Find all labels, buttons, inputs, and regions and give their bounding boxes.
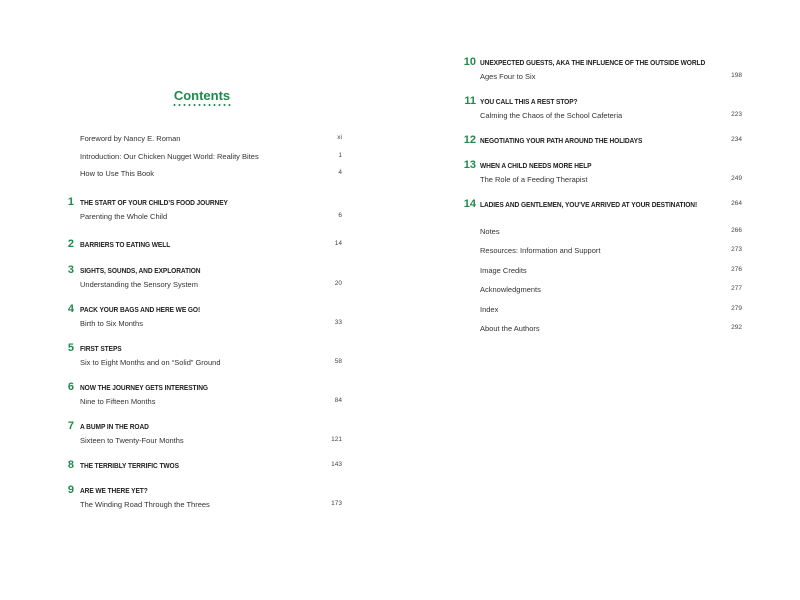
entry-page-number: 292 (731, 324, 742, 331)
chapter-page-number: 223 (731, 111, 742, 118)
chapter-title: YOU CALL THIS A REST STOP? (480, 97, 578, 106)
chapter-page-number: 234 (731, 136, 742, 143)
chapter-number: 13 (463, 159, 476, 171)
chapter-title: NOW THE JOURNEY GETS INTERESTING (80, 383, 208, 392)
chapter-number: 11 (464, 95, 476, 107)
chapter-title: FIRST STEPS (80, 344, 122, 353)
chapter-number: 2 (67, 238, 74, 250)
chapter-page-number: 198 (731, 72, 742, 79)
chapter-number: 6 (67, 381, 74, 393)
chapter-title: PACK YOUR BAGS AND HERE WE GO! (80, 305, 201, 314)
chapter-page-number: 121 (331, 436, 342, 443)
entry-page-number: 4 (338, 169, 342, 176)
chapter-subtitle: Nine to Fifteen Months (80, 397, 156, 406)
entry-page-number: 266 (731, 227, 742, 234)
chapter-page-number: 264 (731, 200, 742, 207)
entry-page-number: 273 (731, 246, 742, 253)
chapter-title: ARE WE THERE YET? (80, 486, 148, 495)
chapter-title: WHEN A CHILD NEEDS MORE HELP (480, 161, 592, 170)
entry-label: Notes (480, 227, 500, 236)
entry-label: Foreword by Nancy E. Roman (80, 134, 181, 143)
chapter-number: 7 (67, 420, 74, 432)
chapter-subtitle: Birth to Six Months (80, 319, 143, 328)
entry-page-number: 277 (731, 285, 742, 292)
chapter-subtitle: Six to Eight Months and on “Solid” Ground (80, 358, 221, 367)
chapter-subtitle: Sixteen to Twenty-Four Months (80, 436, 184, 445)
chapter-subtitle: Understanding the Sensory System (80, 280, 198, 289)
chapter-subtitle: The Winding Road Through the Threes (80, 500, 210, 509)
chapter-page-number: 249 (731, 175, 742, 182)
chapter-page-number: 58 (334, 358, 342, 365)
chapter-page-number: 14 (334, 240, 342, 247)
entry-label: Index (480, 305, 499, 314)
entry-label: Introduction: Our Chicken Nugget World: Reality Bites (80, 152, 259, 161)
entry-label: About the Authors (480, 324, 540, 333)
chapter-title: UNEXPECTED GUESTS, AKA THE INFLUENCE OF THE OUTSIDE WORLD (480, 58, 706, 67)
entry-page-number: 279 (731, 305, 742, 312)
chapter-title: THE TERRIBLY TERRIFIC TWOS (80, 461, 179, 470)
chapter-number: 1 (67, 196, 74, 208)
chapter-page-number: 6 (338, 212, 342, 219)
right-page (400, 0, 800, 600)
chapter-page-number: 143 (331, 461, 342, 468)
chapter-number: 14 (463, 198, 476, 210)
chapter-number: 5 (67, 342, 74, 354)
chapter-subtitle: Ages Four to Six (480, 72, 536, 81)
chapter-number: 8 (67, 459, 74, 471)
chapter-number: 4 (67, 303, 74, 315)
contents-title: Contents (173, 88, 231, 103)
chapter-number: 9 (67, 484, 74, 496)
title-dotted-rule (172, 104, 232, 106)
chapter-title: A BUMP IN THE ROAD (80, 422, 149, 431)
entry-label: Resources: Information and Support (480, 246, 601, 255)
chapter-subtitle: Parenting the Whole Child (80, 212, 168, 221)
chapter-number: 12 (463, 134, 476, 146)
chapter-page-number: 20 (334, 280, 342, 287)
chapter-title: BARRIERS TO EATING WELL (80, 240, 171, 249)
chapter-title: LADIES AND GENTLEMEN, YOU’VE ARRIVED AT YOUR DESTINATION! (480, 200, 698, 209)
chapter-title: SIGHTS, SOUNDS, AND EXPLORATION (80, 266, 201, 275)
chapter-title: THE START OF YOUR CHILD’S FOOD JOURNEY (80, 198, 228, 207)
entry-label: How to Use This Book (80, 169, 155, 178)
chapter-number: 3 (67, 264, 74, 276)
entry-page-number: xi (337, 134, 342, 141)
chapter-page-number: 173 (331, 500, 342, 507)
chapter-subtitle: The Role of a Feeding Therapist (480, 175, 588, 184)
chapter-title: NEGOTIATING YOUR PATH AROUND THE HOLIDAYS (480, 136, 643, 145)
entry-label: Image Credits (480, 266, 527, 275)
entry-page-number: 276 (731, 266, 742, 273)
entry-label: Acknowledgments (480, 285, 541, 294)
chapter-subtitle: Calming the Chaos of the School Cafeteria (480, 111, 623, 120)
chapter-page-number: 84 (334, 397, 342, 404)
chapter-number: 10 (463, 56, 476, 68)
chapter-page-number: 33 (334, 319, 342, 326)
entry-page-number: 1 (338, 152, 342, 159)
